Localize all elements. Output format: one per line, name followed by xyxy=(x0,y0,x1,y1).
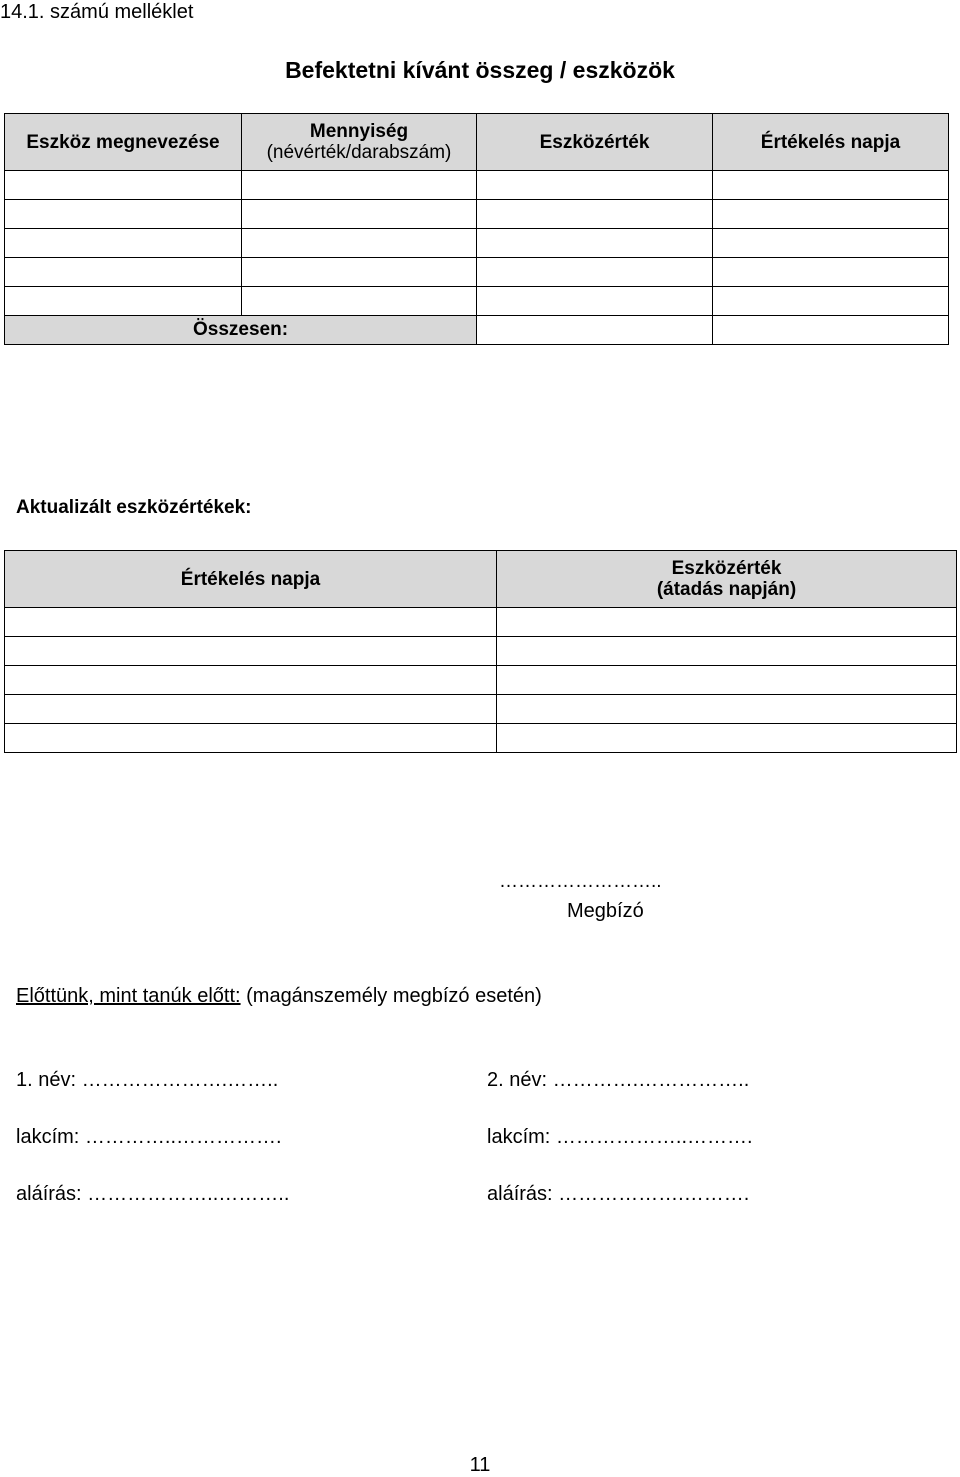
table-cell[interactable] xyxy=(477,287,713,316)
table-cell[interactable] xyxy=(5,724,497,753)
col-asset-value xyxy=(497,551,957,608)
table-row xyxy=(5,229,949,258)
table-cell[interactable] xyxy=(5,666,497,695)
witness1-address-field[interactable]: lakcím: …………..……………. xyxy=(16,1126,282,1148)
table-cell[interactable] xyxy=(713,229,949,258)
page-number: 11 xyxy=(469,1454,491,1476)
table-cell[interactable] xyxy=(5,287,242,316)
signer-label: Megbízó xyxy=(567,900,644,922)
table-row xyxy=(5,695,957,724)
assets-table xyxy=(4,113,949,345)
table-cell[interactable] xyxy=(5,695,497,724)
col-asset-name: Eszköz megnevezése xyxy=(5,114,242,171)
signature-line[interactable]: …………………….. xyxy=(499,871,662,892)
table-cell[interactable] xyxy=(242,287,477,316)
table-cell[interactable] xyxy=(242,258,477,287)
table-cell[interactable] xyxy=(497,695,957,724)
table-row xyxy=(5,666,957,695)
table-cell[interactable] xyxy=(497,608,957,637)
col-quantity-label: Mennyiség xyxy=(309,121,409,142)
col-asset-value: Eszközérték xyxy=(477,114,713,171)
table-cell[interactable] xyxy=(242,200,477,229)
table-cell[interactable] xyxy=(477,200,713,229)
col-asset-value-label: Eszközérték xyxy=(671,558,782,579)
table-row xyxy=(5,258,949,287)
col-quantity xyxy=(242,114,477,171)
table-cell[interactable] xyxy=(5,229,242,258)
col-valuation-date: Értékelés napja xyxy=(5,551,497,608)
table-cell[interactable] xyxy=(713,171,949,200)
table-cell[interactable] xyxy=(713,287,949,316)
annex-label: 14.1. számú melléklet xyxy=(0,1,194,23)
table-cell[interactable] xyxy=(5,258,242,287)
witness-statement-underlined: Előttünk, mint tanúk előtt: xyxy=(16,985,241,1007)
col-valuation-date: Értékelés napja xyxy=(713,114,949,171)
table-cell[interactable] xyxy=(497,724,957,753)
total-row xyxy=(5,316,949,345)
witness2-address-field[interactable]: lakcím: ………………..………. xyxy=(487,1126,753,1148)
updated-values-table xyxy=(4,550,957,753)
witness2-name-field[interactable]: 2. név: ………….…………….. xyxy=(487,1069,750,1091)
table-cell[interactable] xyxy=(477,258,713,287)
total-label: Összesen: xyxy=(5,316,477,345)
section-title-updated: Aktualizált eszközértékek: xyxy=(16,497,252,518)
col-quantity-sub: (névérték/darabszám) xyxy=(266,142,452,163)
table-cell[interactable] xyxy=(5,200,242,229)
witness1-signature-field[interactable]: aláírás: ………………..……….. xyxy=(16,1183,290,1205)
witness2-signature-field[interactable]: aláírás: ……………….………. xyxy=(487,1183,750,1205)
table-cell[interactable] xyxy=(477,171,713,200)
table-row xyxy=(5,608,957,637)
total-date[interactable] xyxy=(713,316,949,345)
table-cell[interactable] xyxy=(497,666,957,695)
table-row xyxy=(5,724,957,753)
table-row xyxy=(5,200,949,229)
table-row xyxy=(5,637,957,666)
witness-statement-rest: (magánszemély megbízó esetén) xyxy=(240,985,542,1007)
table-cell[interactable] xyxy=(713,258,949,287)
table-cell[interactable] xyxy=(242,229,477,258)
table-row xyxy=(5,287,949,316)
table-cell[interactable] xyxy=(242,171,477,200)
total-value[interactable] xyxy=(477,316,713,345)
table-row xyxy=(5,171,949,200)
witness-statement xyxy=(16,984,542,1008)
table-cell[interactable] xyxy=(477,229,713,258)
page-title: Befektetni kívánt összeg / eszközök xyxy=(285,57,675,83)
table-cell[interactable] xyxy=(713,200,949,229)
col-asset-value-sub: (átadás napján) xyxy=(656,579,797,600)
witness1-name-field[interactable]: 1. név: ………………….…….. xyxy=(16,1069,279,1091)
table-cell[interactable] xyxy=(5,608,497,637)
table-cell[interactable] xyxy=(497,637,957,666)
table-cell[interactable] xyxy=(5,637,497,666)
table-cell[interactable] xyxy=(5,171,242,200)
